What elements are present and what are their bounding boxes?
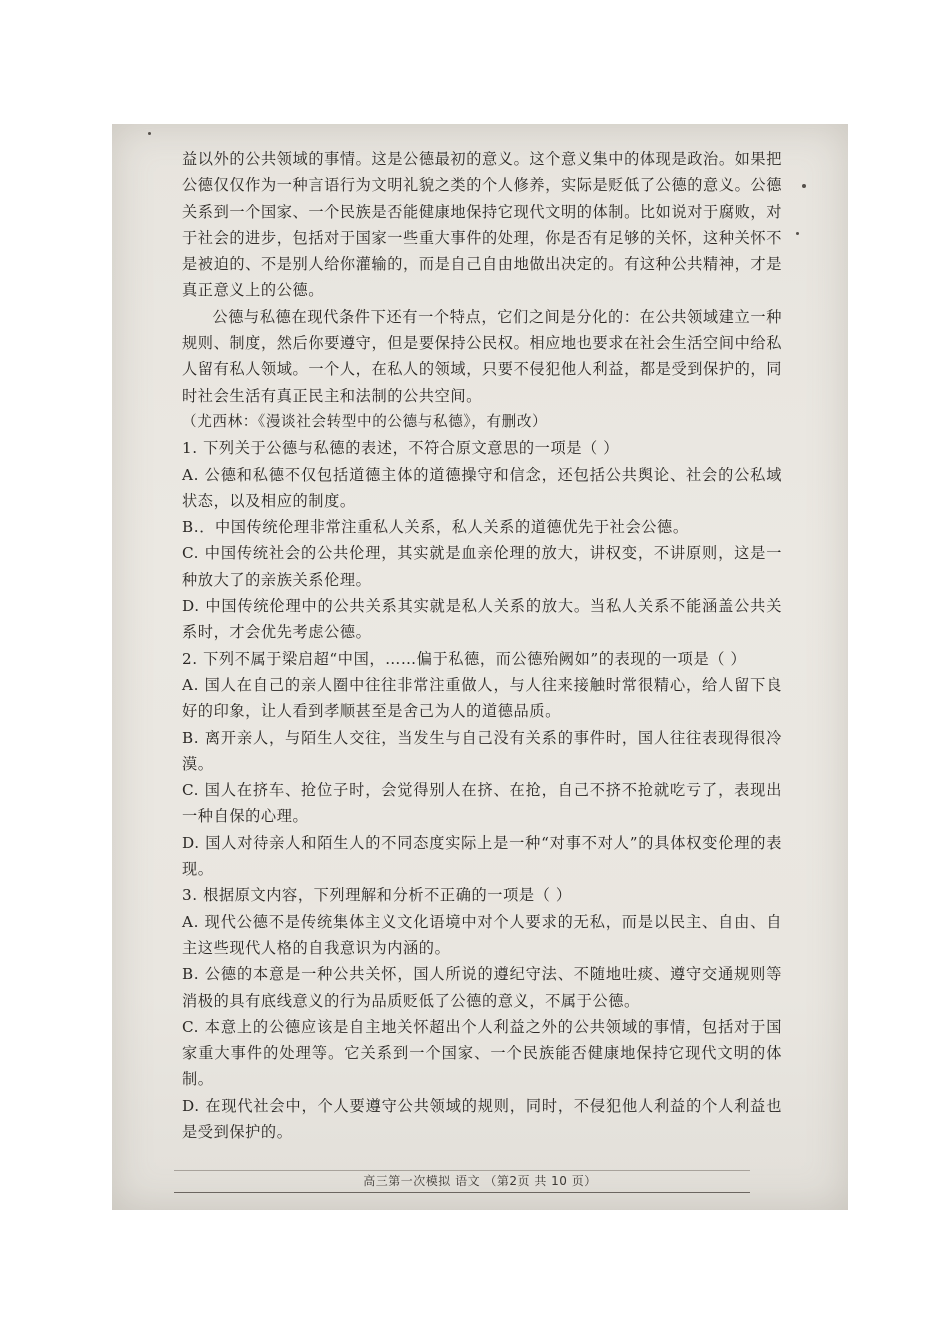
question-option: D. 国人对待亲人和陌生人的不同态度实际上是一种“对事不对人”的具体权变伦理的表现。 <box>182 833 782 879</box>
question-stem: 1. 下列关于公德与私德的表述，不符合原文意思的一项是（ ） <box>182 439 620 458</box>
speck <box>802 184 806 188</box>
question-option: D. 在现代社会中，个人要遵守公共领域的规则，同时，不侵犯他人利益的个人利益也是受到保护的。 <box>182 1096 782 1141</box>
question-option: C. 中国传统社会的公共伦理，其实就是血亲伦理的放大，讲权变，不讲原则，这是一种放大了的亲族关系伦理。 <box>182 544 782 589</box>
question-option: C. 国人在挤车、抢位子时，会觉得别人在挤、在抢，自己不挤不抢就吃亏了，表现出一种自保的心理。 <box>182 781 782 826</box>
question-stem: 3. 根据原文内容，下列理解和分析不正确的一项是（ ） <box>182 886 572 905</box>
exam-page-photo <box>112 124 848 1210</box>
question-option: A. 公德和私德不仅包括道德主体的道德操守和信念，还包括公共舆论、社会的公私域状态，以及相应的制度。 <box>182 465 782 510</box>
speck <box>796 232 799 235</box>
question-option: B.．中国传统伦理非常注重私人关系，私人关系的道德优先于社会公德。 <box>182 518 689 537</box>
question-stem: 2. 下列不属于梁启超“中国，……偏于私德，而公德殆阙如”的表现的一项是（ ） <box>182 649 747 668</box>
question-2 <box>182 646 782 883</box>
passage-source: （尤西林：《漫谈社会转型中的公德与私德》，有删改） <box>182 412 548 430</box>
page-footer: 高三第一次模拟 语文 （第2页 共 10 页） <box>363 1174 597 1188</box>
question-option: B. 公德的本意是一种公共关怀，国人所说的遵纪守法、不随地吐痰、遵守交通规则等消极的具有底线意义的行为品质贬低了公德的意义，不属于公德。 <box>182 965 782 1010</box>
passage-paragraph: 公德与私德在现代条件下还有一个特点，它们之间是分化的：在公共领域建立一种规则、制度，然后你要遵守，但是要保持公民权。相应地也要求在社会生活空间中给私人留有私人领域。一个人，在私人的领域，只要不侵犯他人利益，都是受到保护的，同时社会生活有真正民主和法制的公共空间。 <box>182 307 782 405</box>
question-1 <box>182 435 782 645</box>
question-3 <box>182 882 782 1145</box>
footer-rule <box>174 1170 750 1171</box>
question-option: A. 现代公德不是传统集体主义文化语境中对个人要求的无私，而是以民主、自由、自主这些现代人格的自我意识为内涵的。 <box>182 912 782 957</box>
question-option: A. 国人在自己的亲人圈中往往非常注重做人，与人往来接触时常很精心，给人留下良好的印象，让人看到孝顺甚至是舍己为人的道德品质。 <box>182 675 782 721</box>
passage-paragraph: 益以外的公共领域的事情。这是公德最初的意义。这个意义集中的体现是政治。如果把公德仅仅作为一种言语行为文明礼貌之类的个人修养，实际是贬低了公德的意义。公德关系到一个国家、一个民族是否能健康地保持它现代文明的体制。比如说对于腐败，对于社会的进步，包括对于国家一些重大事件的处理，你是否有足够的关怀，这种关怀不是被迫的、不是别人给你灌输的，而是自己自由地做出决定的。有这种公共精神，才是真正意义上的公德。 <box>182 150 782 300</box>
speck <box>148 132 151 135</box>
question-option: D. 中国传统伦理中的公共关系其实就是私人关系的放大。当私人关系不能涵盖公共关系时，才会优先考虑公德。 <box>182 597 782 642</box>
question-option: B. 离开亲人，与陌生人交往，当发生与自己没有关系的事件时，国人往往表现得很冷漠。 <box>182 728 782 773</box>
question-option: C. 本意上的公德应该是自主地关怀超出个人利益之外的公共领域的事情，包括对于国家重大事件的处理等。它关系到一个国家、一个民族能否健康地保持它现代文明的体制。 <box>182 1017 782 1089</box>
footer-rule <box>174 1192 750 1193</box>
exam-text <box>182 146 782 1145</box>
